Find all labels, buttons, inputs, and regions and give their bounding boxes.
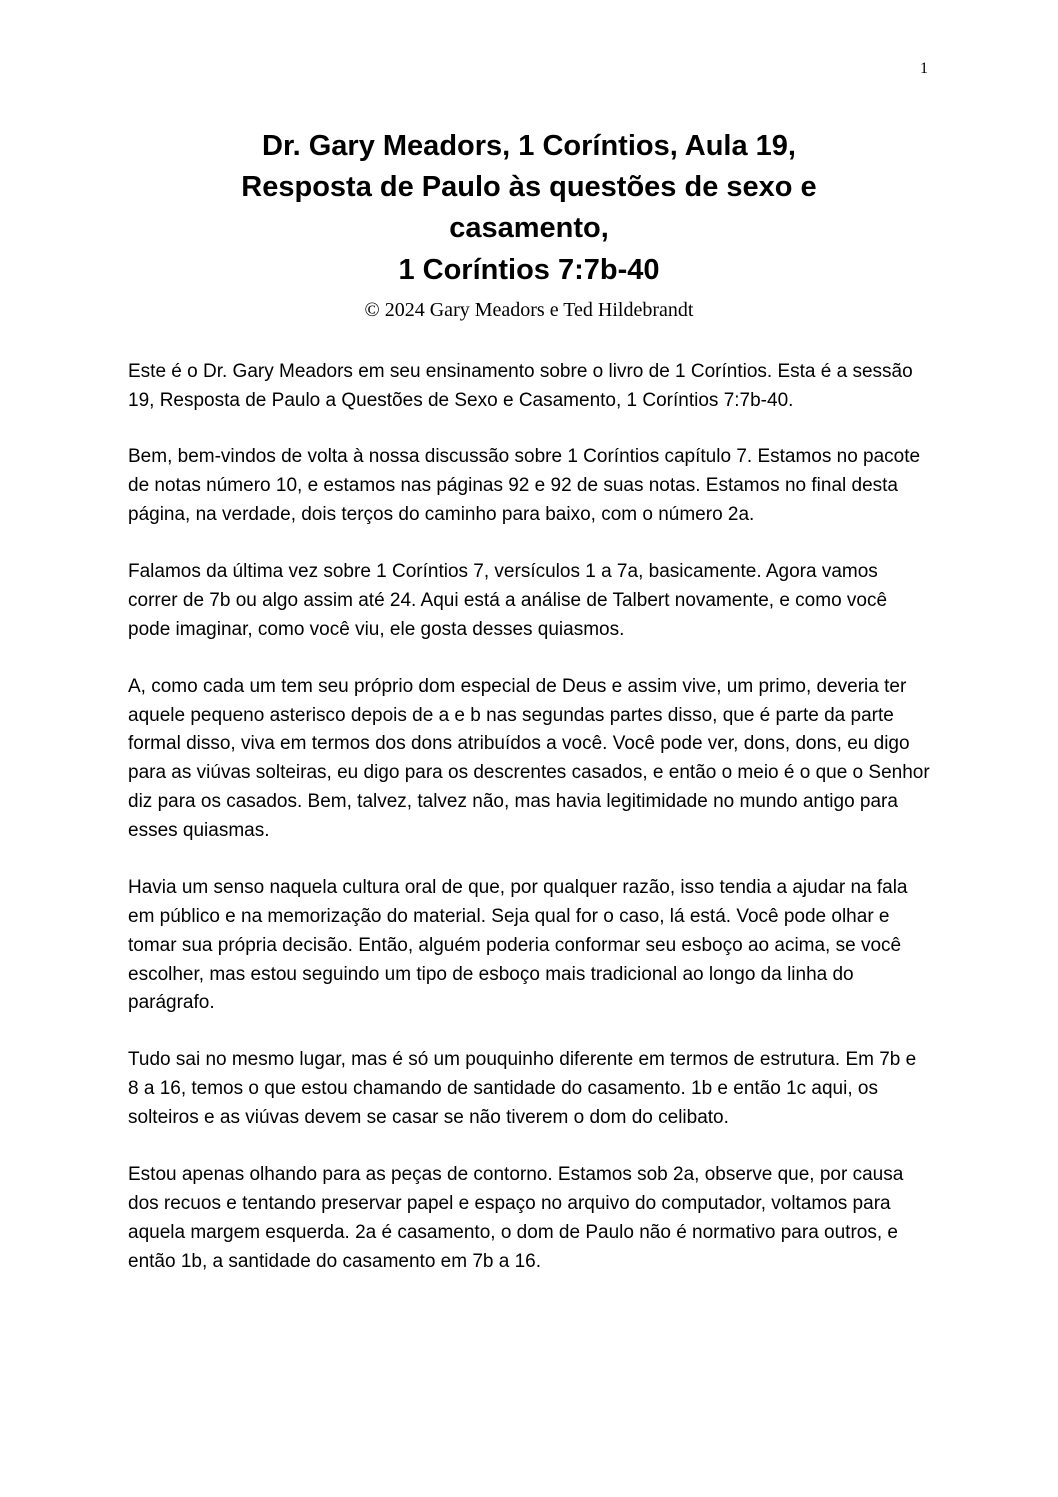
copyright-line: © 2024 Gary Meadors e Ted Hildebrandt <box>364 298 694 321</box>
paragraph-5: Havia um senso naquela cultura oral de que, por qualquer razão, isso tendia a ajudar na fala em público e na memorização do material. Seja qual for o caso, lá está. Você pode olhar e tomar sua própria decisão. Então, alguém poderia conformar seu esboço ao acima, se você escolher, mas estou seguindo um tipo de esboço mais tradicional ao longo da linha do parágrafo. <box>128 876 908 1014</box>
paragraph-7: Estou apenas olhando para as peças de contorno. Estamos sob 2a, observe que, por causa dos recuos e tentando preservar papel e espaço no arquivo do computador, voltamos para aquela margem esquerda. 2a é casamento, o dom de Paulo não é normativo para outros, e então 1b, a santidade do casamento em 7b a 16. <box>128 1163 904 1272</box>
page-number: 1 <box>920 60 928 77</box>
document-body <box>128 358 930 1277</box>
title-line-3: 1 Coríntios 7:7b-40 <box>398 253 660 286</box>
paragraph-1: Este é o Dr. Gary Meadors em seu ensinamento sobre o livro de 1 Coríntios. Esta é a sessão 19, Resposta de Paulo a Questões de Sexo e Casamento, 1 Coríntios 7:7b-40. <box>128 360 913 411</box>
title-line-2: Resposta de Paulo às questões de sexo e casamento, <box>241 171 817 245</box>
paragraph-2: Bem, bem-vindos de volta à nossa discussão sobre 1 Coríntios capítulo 7. Estamos no pacote de notas número 10, e estamos nas páginas 92 e 92 de suas notas. Estamos no final desta página, na verdade, dois terços do caminho para baixo, com o número 2a. <box>128 446 921 526</box>
paragraph-4: A, como cada um tem seu próprio dom especial de Deus e assim vive, um primo, deveria ter aquele pequeno asterisco depois de a e b nas segundas partes disso, que é parte da parte formal disso, viva em termos dos dons atribuídos a você. Você pode ver, dons, dons, eu digo para as viúvas solteiras, eu digo para os descrentes casados, e então o meio é o que o Senhor diz para os casados. Bem, talvez, talvez não, mas havia legitimidade no mundo antigo para esses quiasmas. <box>128 675 930 842</box>
title-line-1: Dr. Gary Meadors, 1 Coríntios, Aula 19, <box>262 130 796 162</box>
document-title <box>199 126 859 291</box>
paragraph-6: Tudo sai no mesmo lugar, mas é só um pouquinho diferente em termos de estrutura. Em 7b e 8 a 16, temos o que estou chamando de santidade do casamento. 1b e então 1c aqui, os solteiros e as viúvas devem se casar se não tiverem o dom do celibato. <box>128 1049 917 1129</box>
paragraph-3: Falamos da última vez sobre 1 Coríntios 7, versículos 1 a 7a, basicamente. Agora vamos correr de 7b ou algo assim até 24. Aqui está a análise de Talbert novamente, e como você pode imaginar, como você viu, ele gosta desses quiasmos. <box>128 561 888 640</box>
